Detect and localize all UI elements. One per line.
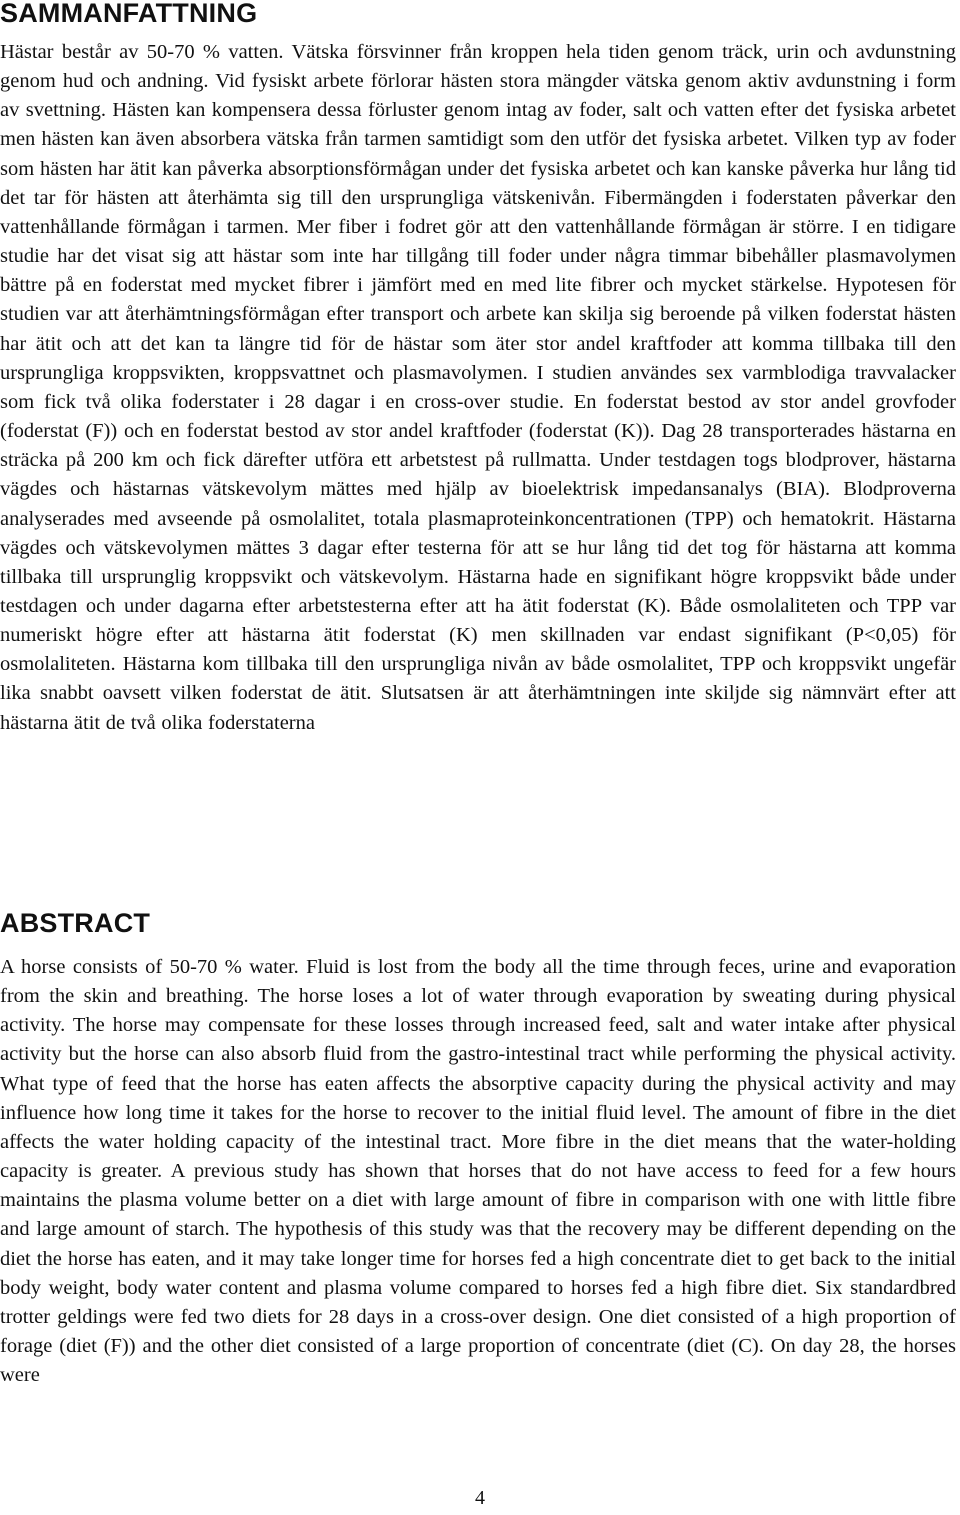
page-number: 4 xyxy=(475,1487,485,1509)
section-heading-sammanfattning: SAMMANFATTNING xyxy=(0,0,258,28)
sammanfattning-paragraph: Hästar består av 50-70 % vatten. Vätska försvinner från kroppen hela tiden genom träck, urin och avdunstning genom hud och andning. Vid fysiskt arbete förlorar hästen stora mängder vätska genom aktiv avdunstning i form av svettning. Hästen kan kompensera dessa förluster genom intag av foder, salt och vatten efter det fysiska arbetet men hästen kan även absorbera vätska från tarmen samtidigt som den utför det fysiska arbetet. Vilken typ av foder som hästen har ätit kan påverka absorptionsförmågan under det fysiska arbetet och kan kanske påverka hur lång tid det tar för hästen att återhämta sig till den ursprungliga vätskenivån. Fibermängden i foderstaten påverkar den vattenhållande förmågan i tarmen. Mer fiber i fodret gör att den vattenhållande förmågan är större. I en tidigare studie har det visat sig att hästar som inte har tillgång till foder under några timmar bibehåller plasmavolymen bättre på en foderstat med mycket fibrer i jämfört med en med lite fibrer och mycket stärkelse. Hypotesen för studien var att återhämtningsförmågan efter transport och arbete kan skilja sig beroende på vilken foderstat hästen har ätit och att det kan ta längre tid för de hästar som äter stor andel kraftfoder att komma tillbaka till den ursprungliga kroppsvikten, kroppsvattnet och plasmavolymen. I studien användes sex varmblodiga travvalacker som fick två olika foderstater i 28 dagar i en cross-over studie. En foderstat bestod av stor andel grovfoder (foderstat (F)) och en foderstat bestod av stor andel kraftfoder (foderstat (K)). Dag 28 transporterades hästarna en sträcka på 200 km och fick därefter utföra ett arbetstest på rullmatta. Under testdagen togs blodprover, hästarna vägdes och hästarnas vätskevolym mättes med hjälp av bioelektrisk impedansanalys (BIA). Blodproverna analyserades med avseende på osmolalitet, totala plasmaproteinkoncentrationen (TPP) och hematokrit. Hästarna vägdes och vätskevolymen mättes 3 dagar efter testerna för att se hur lång tid det tog för hästarna att komma tillbaka till ursprunglig kroppsvikt och vätskevolym. Hästarna hade en signifikant högre kroppsvikt både under testdagen och under dagarna efter arbetstesterna efter att ha ätit foderstat (K). Både osmolaliteten och TPP var numeriskt högre efter att hästarna ätit foderstat (K) men skillnaden var endast signifikant (P<0,05) för osmolaliteten. Hästarna kom tillbaka till den ursprungliga nivån av både osmolalitet, TPP och kroppsvikt ungefär lika snabbt oavsett vilken foderstat de ätit. Slutsatsen är att återhämtningen inte skiljde sig nämnvärt efter att hästarna ätit de två olika foderstaterna xyxy=(0,41,956,734)
section-heading-abstract: ABSTRACT xyxy=(0,908,151,938)
abstract-paragraph: A horse consists of 50-70 % water. Fluid is lost from the body all the time through feces, urine and evaporation from the skin and breathing. The horse loses a lot of water through evaporation by sweating during physical activity. The horse may compensate for these losses through increased feed, salt and water intake after physical activity but the horse can also absorb fluid from the gastro-intestinal tract while performing the physical activity. What type of feed that the horse has eaten affects the absorptive capacity during the physical activity and may influence how long time it takes for the horse to recover to the initial fluid level. The amount of fibre in the diet affects the water holding capacity of the intestinal tract. More fibre in the diet means that the water-holding capacity is greater. A previous study has shown that horses that do not have access to feed for a few hours maintains the plasma volume better on a diet with large amount of fibre in comparison with one with little fibre and large amount of starch. The hypothesis of this study was that the recovery may be different depending on the diet the horse has eaten, and it may take longer time for horses fed a high concentrate diet to get back to the initial body weight, body water content and plasma volume compared to horses fed a high fibre diet. Six standardbred trotter geldings were fed two diets for 28 days in a cross-over design. One diet consisted of a high proportion of forage (diet (F)) and the other diet consisted of a large proportion of concentrate (diet (C). On day 28, the horses were xyxy=(0,956,956,1387)
